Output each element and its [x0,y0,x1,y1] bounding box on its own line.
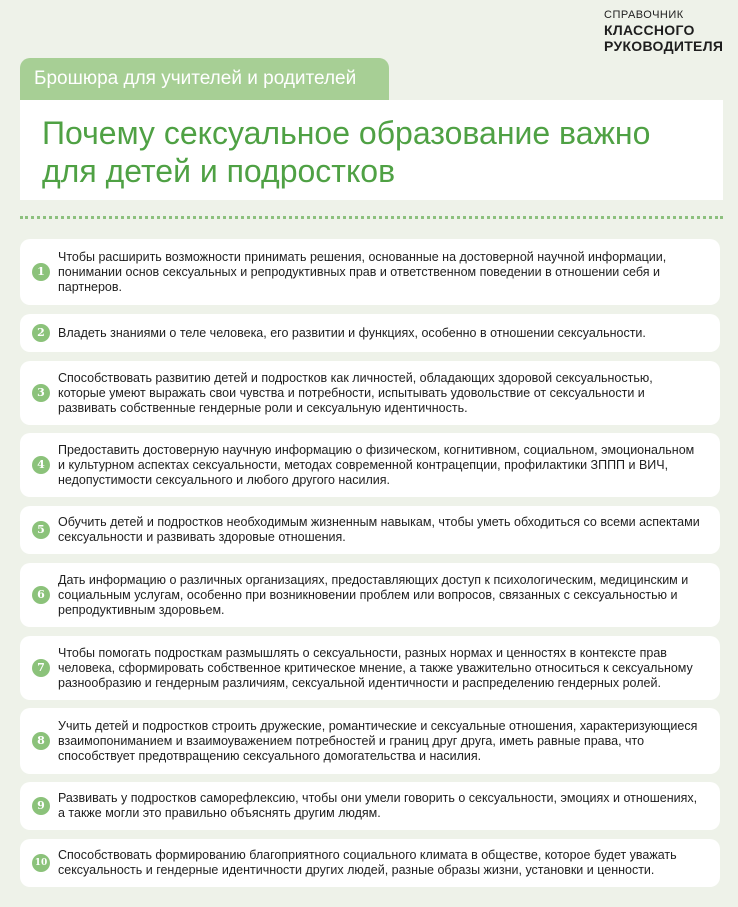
list-item-7 [20,636,720,700]
list-item-9 [20,782,720,830]
masthead-line-3: РУКОВОДИТЕЛЯ [604,37,724,54]
page-title: Почему сексуальное образование важно для детей и подростков [42,115,651,189]
item-text-2: Владеть знаниями о теле человека, его развитии и функциях, особенно в отношении сексуальности. [58,325,646,340]
number-badge-1: 1 [32,263,50,281]
list-item-8 [20,708,720,774]
item-text-5: Обучить детей и подростков необходимым жизненным навыкам, чтобы уметь обходиться со всеми аспектами сексуальности и развивать здоровые отношения. [58,515,700,544]
item-text-9: Развивать у подростков саморефлексию, чтобы они умели говорить о сексуальности, эмоциях и отношениях, а также могли это правильно объяснять другим людям. [58,791,698,820]
number-badge-9: 9 [32,797,50,815]
number-badge-3: 3 [32,384,50,402]
masthead [604,9,723,54]
number-badge-8: 8 [32,732,50,750]
list-item-2 [20,314,720,352]
brochure-tag: Брошюра для учителей и родителей [20,58,389,100]
title-box [20,100,723,200]
item-text-7: Чтобы помогать подросткам размышлять о сексуальности, разных нормах и ценностях в контексте прав человека, сформировать собственное критическое мнение, а также уважительно относиться к сексуальному разнообразию и гендерным различиям, сексуальной идентичности и распределению гендерных ролей. [58,645,693,690]
list-item-4 [20,433,720,497]
list-item-1 [20,239,720,305]
item-text-6: Дать информацию о различных организациях, предоставляющих доступ к психологическим, медицинским и социальным услугам, особенно при возникновении проблем или вопросов, связанных с сексуальностью и репродуктивным здоровьем. [58,572,689,617]
number-badge-6: 6 [32,586,50,604]
list-item-10 [20,839,720,887]
list-item-6 [20,563,720,627]
item-text-8: Учить детей и подростков строить дружеские, романтические и сексуальные отношения, характеризующиеся взаимопониманием и взаимоуважением потребностей и границ друг друга, иметь равные права, что способствует предотвращению сексуального домогательства и насилия. [58,718,698,763]
number-badge-4: 4 [32,456,50,474]
masthead-line-2: КЛАССНОГО [604,21,695,38]
number-badge-10: 10 [32,854,50,872]
number-badge-2: 2 [32,324,50,342]
item-text-1: Чтобы расширить возможности принимать решения, основанные на достоверной научной информации, понимании основ сексуальных и репродуктивных прав и ответственном поведении в отношении себя и партнеров. [58,249,667,294]
list-item-5 [20,506,720,554]
list-item-3 [20,361,720,425]
masthead-line-1: СПРАВОЧНИК [604,9,684,21]
number-badge-5: 5 [32,521,50,539]
dotted-divider [20,216,723,219]
item-text-3: Способствовать развитию детей и подростков как личностей, обладающих здоровой сексуальностью, которые умеют выражать свои чувства и потребности, испытывать удовольствие от сексуальности и развивать собственные гендерные роли и сексуальную идентичность. [58,370,653,415]
number-badge-7: 7 [32,659,50,677]
item-text-4: Предоставить достоверную научную информацию о физическом, когнитивном, социальном, эмоциональном и культурном аспектах сексуальности, методах современной контрацепции, профилактики ЗППП и ВИЧ, недопустимости сексуального и любого другого насилия. [58,442,695,487]
item-text-10: Способствовать формированию благоприятного социального климата в обществе, которое будет уважать сексуальность и гендерные идентичности других людей, разные образы жизни, установки и ценности. [58,848,677,877]
